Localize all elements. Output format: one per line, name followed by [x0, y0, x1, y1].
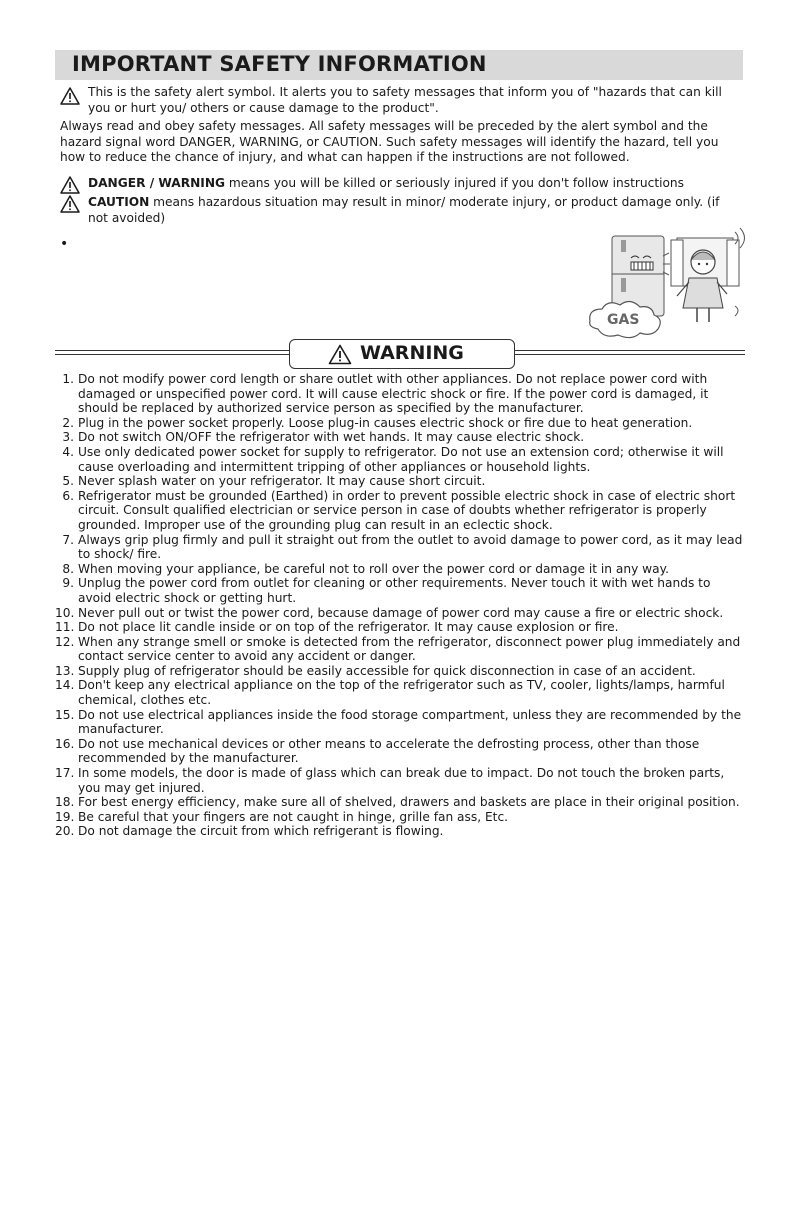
- item-text: Do not place lit candle inside or on top of the refrigerator. It may cause explosion or fire.: [78, 620, 619, 635]
- warning-triangle-icon: [328, 344, 352, 365]
- item-text: Never splash water on your refrigerator. It may cause short circuit.: [78, 474, 486, 489]
- item-number: 20.: [55, 824, 75, 839]
- item-number: 16.: [55, 736, 75, 751]
- list-item: [55, 489, 745, 533]
- item-number: 13.: [55, 663, 75, 678]
- list-item: [55, 562, 745, 577]
- list-item: [55, 824, 745, 839]
- list-item: [55, 430, 745, 445]
- list-item: [55, 737, 745, 766]
- item-text: Refrigerator must be grounded (Earthed) in order to prevent possible electric shock in case of electric short circuit. Consult qualified electrician or service person in case of doubts whether refrigerator is properly grounded. Improper use of the grounding plug can result in an eclectic shock.: [78, 488, 736, 532]
- item-number: 19.: [55, 809, 75, 824]
- item-text: Do not use electrical appliances inside the food storage compartment, unless they are recommended by the manufacturer.: [78, 707, 742, 737]
- list-item: [55, 810, 745, 825]
- item-number: 18.: [55, 795, 75, 810]
- item-number: 5.: [62, 474, 74, 489]
- item-text: Do not modify power cord length or share outlet with other appliances. Do not replace power cord with damaged or unspecified power cord. It will cause electric shock or fire. If the power cord is damaged, it should be replaced by authorized service person as specified by the manufacturer.: [78, 372, 709, 416]
- list-item: [55, 474, 745, 489]
- item-text: For best energy efficiency, make sure all of shelved, drawers and baskets are place in their original position.: [78, 795, 740, 810]
- list-item: [55, 620, 745, 635]
- item-number: 9.: [62, 576, 74, 591]
- signal-caution: [60, 195, 740, 226]
- list-item: [55, 708, 745, 737]
- signal-word: CAUTION: [88, 195, 150, 209]
- item-text: Unplug the power cord from outlet for cleaning or other requirements. Never touch it with wet hands to avoid electric shock or getting hurt.: [78, 576, 711, 605]
- item-number: 4.: [62, 444, 74, 459]
- warning-triangle-icon: [60, 176, 80, 194]
- signal-danger-warning: [60, 176, 740, 192]
- list-item: [55, 678, 745, 707]
- item-number: 10.: [55, 605, 75, 620]
- list-item: [55, 576, 745, 605]
- item-number: 8.: [62, 561, 74, 576]
- item-text: Always grip plug firmly and pull it straight out from the outlet to avoid damage to power cord, as it may lead to shock/ fire.: [78, 532, 743, 562]
- warning-triangle-icon: [60, 195, 80, 213]
- item-text: In some models, the door is made of glass which can break due to impact. Do not touch the broken parts, you may get injured.: [78, 766, 725, 795]
- item-text: Do not damage the circuit from which refrigerant is flowing.: [78, 824, 444, 839]
- item-text: Do not use mechanical devices or other means to accelerate the defrosting process, other than those recommended by the manufacturer.: [78, 736, 700, 766]
- page-title: IMPORTANT SAFETY INFORMATION: [72, 52, 487, 76]
- item-text: When any strange smell or smoke is detected from the refrigerator, disconnect power plug immediately and contact service center to avoid any accident or danger.: [78, 634, 741, 664]
- item-text: Do not switch ON/OFF the refrigerator with wet hands. It may cause electric shock.: [78, 430, 585, 445]
- signal-description: means hazardous situation may result in minor/ moderate injury, or product damage only. (if not avoided): [88, 195, 720, 225]
- gas-leak-illustration: [585, 226, 750, 341]
- warning-list: [55, 372, 745, 839]
- title-bar: [55, 50, 743, 80]
- list-item: [55, 416, 745, 431]
- alert-symbol-text: This is the safety alert symbol. It alerts you to safety messages that inform you of "hazards that can kill you or hurt you/ others or cause damage to the product".: [88, 85, 722, 115]
- divider-right-bottom: [515, 354, 745, 355]
- warning-label: WARNING: [360, 342, 464, 364]
- item-number: 3.: [62, 430, 74, 445]
- intro-section: [60, 85, 740, 166]
- signal-description: means you will be killed or seriously injured if you don't follow instructions: [225, 176, 685, 190]
- item-text: Plug in the power socket properly. Loose plug-in causes electric shock or fire due to heat generation.: [78, 415, 693, 430]
- list-item: [55, 635, 745, 664]
- item-number: 14.: [55, 678, 75, 693]
- signal-word: DANGER / WARNING: [88, 176, 226, 190]
- list-item: [55, 606, 745, 621]
- divider-right-top: [515, 350, 745, 351]
- divider-left-bottom: [55, 354, 289, 355]
- item-number: 1.: [62, 372, 74, 386]
- item-number: 2.: [62, 415, 74, 430]
- item-number: 15.: [55, 707, 75, 722]
- intro-paragraph: Always read and obey safety messages. All safety messages will be preceded by the alert symbol and the hazard signal word DANGER, WARNING, or CAUTION. Such safety messages will identify the hazard, tell you how to reduce the chance of injury, and what can happen if the instructions are not followed.: [60, 119, 719, 164]
- item-number: 17.: [55, 766, 75, 781]
- list-item: [55, 533, 745, 562]
- alert-symbol-explanation: [60, 85, 740, 116]
- item-number: 7.: [62, 532, 74, 547]
- item-text: Don't keep any electrical appliance on the top of the refrigerator such as TV, cooler, lights/lamps, harmful chemical, clothes etc.: [78, 678, 725, 708]
- list-item: [55, 664, 745, 679]
- list-item: [55, 445, 745, 474]
- item-text: Never pull out or twist the power cord, because damage of power cord may cause a fire or electric shock.: [78, 605, 724, 620]
- item-text: When moving your appliance, be careful not to roll over the power cord or damage it in any way.: [78, 561, 669, 576]
- item-number: 12.: [55, 634, 75, 649]
- warning-header: [289, 339, 515, 369]
- item-text: Supply plug of refrigerator should be easily accessible for quick disconnection in case of an accident.: [78, 663, 696, 678]
- gas-text: GAS: [607, 312, 640, 328]
- item-text: Use only dedicated power socket for supply to refrigerator. Do not use an extension cord; otherwise it will cause overloading and intermittent tripping of other appliances or household lights.: [78, 444, 724, 474]
- divider-left-top: [55, 350, 289, 351]
- bullet-dot: •: [60, 236, 69, 252]
- item-number: 11.: [55, 620, 75, 635]
- item-number: 6.: [62, 488, 74, 503]
- list-item: [55, 795, 745, 810]
- list-item: [55, 766, 745, 795]
- warning-triangle-icon: [60, 87, 80, 105]
- item-text: Be careful that your fingers are not caught in hinge, grille fan ass, Etc.: [78, 809, 509, 824]
- list-item: [55, 372, 745, 416]
